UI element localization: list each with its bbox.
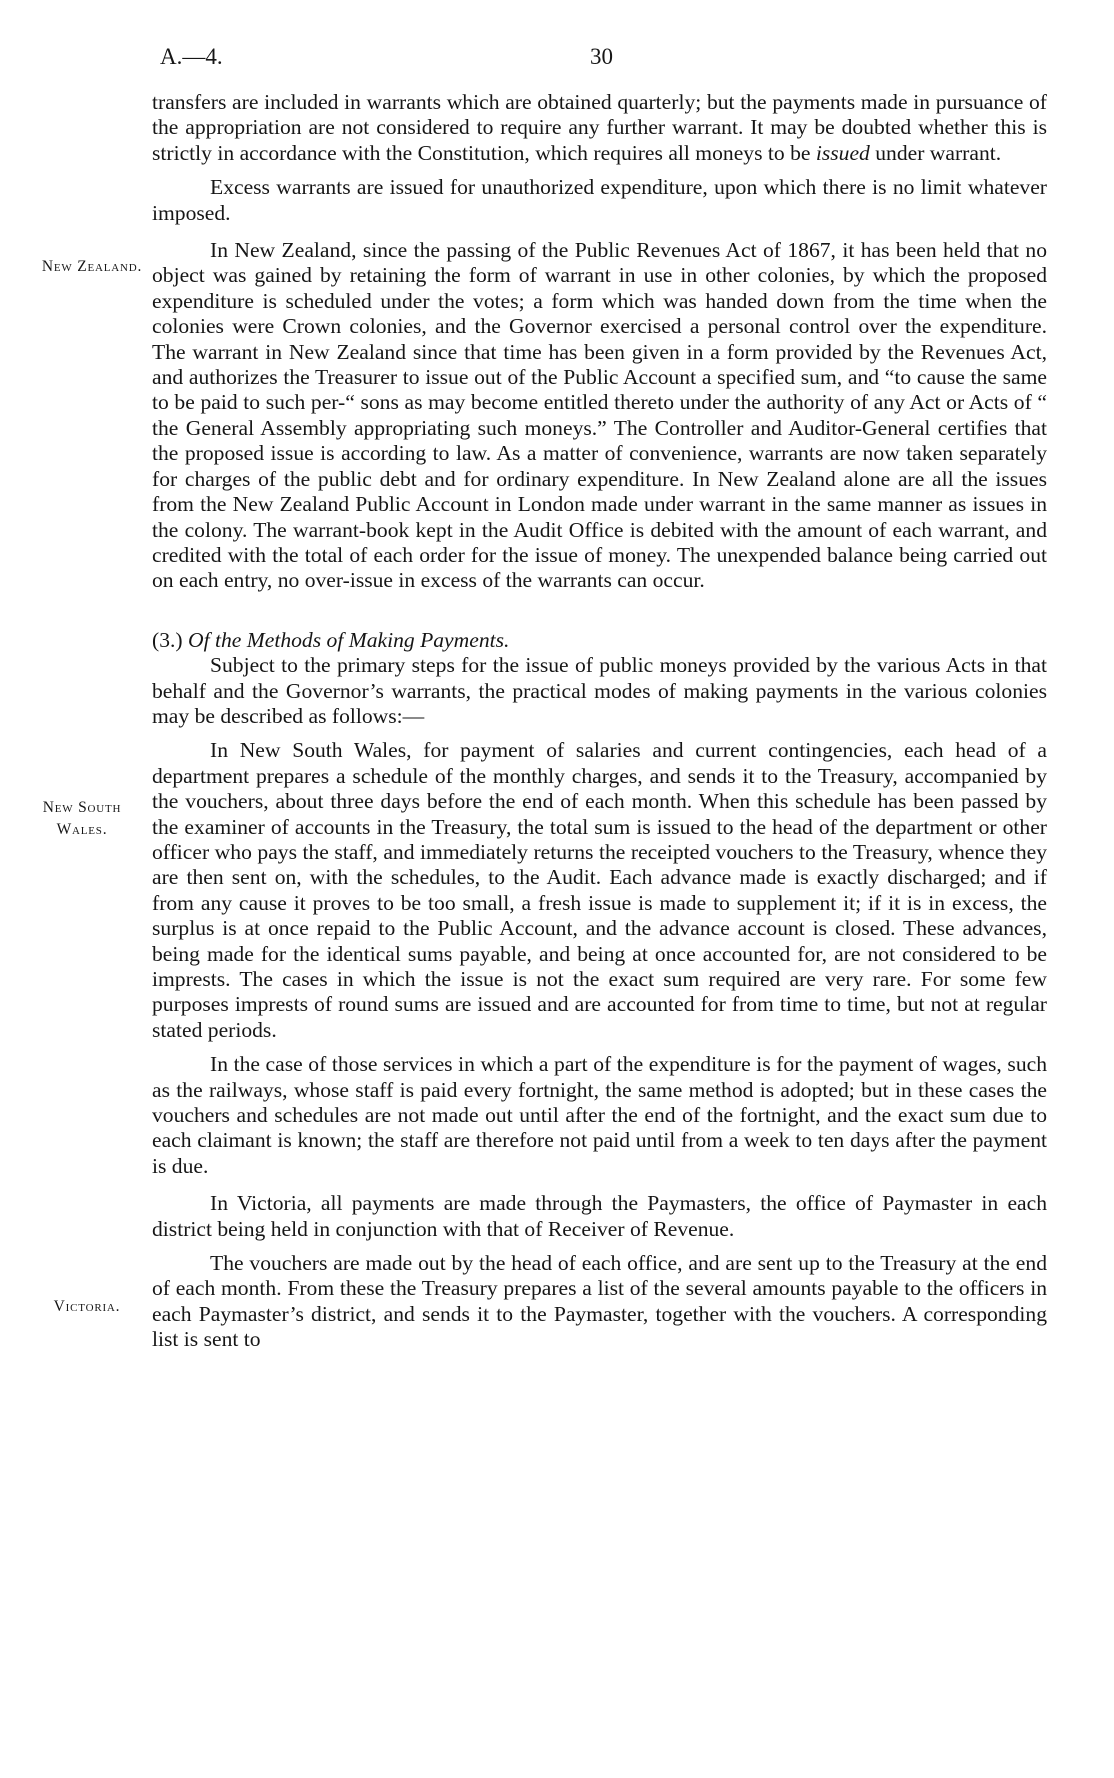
section-title: Of the Methods of Making Payments. (187, 627, 510, 652)
paragraph-wages: In the case of those services in which a part of the expenditure is for the payment of wages, such as the railways, whose staff is paid every fortnight, the same method is adopted; but in these cases the vouchers and schedules are not made out until after the end of the fortnight, and the exact sum due to each claimant is known; the staff are therefore not paid until from a week to ten days after the payment is due. (152, 1052, 1047, 1178)
paragraph-excess-warrants: Excess warrants are issued for unauthorized expenditure, upon which there is no limit whatever imposed. (152, 175, 1047, 225)
paragraph-victoria: In Victoria, all payments are made through the Paymasters, the office of Paymaster in each district being held in conjunction with that of Receiver of Revenue. (152, 1191, 1047, 1241)
paragraph-text-end: under warrant. (869, 140, 1002, 165)
section-heading (152, 628, 1047, 653)
margin-note-victoria: Victoria. (53, 1298, 121, 1315)
emphasis-issued: issued (815, 140, 870, 165)
document-body (152, 90, 1047, 1353)
margin-note-new-south-wales (22, 797, 142, 841)
paragraph-vouchers: The vouchers are made out by the head of each office, and are sent up to the Treasury at the end of each month. From these the Treasury prepares a list of the several amounts payable to the officers in each Paymaster’s district, and sends it to the Paymaster, together with the vouchers. A corresponding list is sent to (152, 1251, 1047, 1352)
paragraph-new-zealand: In New Zealand, since the passing of the Public Revenues Act of 1867, it has been held that no object was gained by retaining the form of warrant in use in other colonies, by which the proposed expenditure is scheduled under the votes; a form which was handed down from the time when the colonies were Crown colonies, and the Governor exercised a personal control over the expenditure. The warrant in New Zealand since that time has been given in a form provided by the Revenues Act, and authorizes the Treasurer to issue out of the Public Account a specified sum, and “to cause the same to be paid to such per-“ sons as may become entitled thereto under the authority of any Act or Acts of “ the General Assembly appropriating such moneys.” The Controller and Auditor-General certifies that the proposed issue is according to law. As a matter of convenience, warrants are now taken separately for charges of the public debt and for ordinary expenditure. In New Zealand alone are all the issues from the New Zealand Public Account in London made under warrant in the same manner as issues in the colony. The warrant-book kept in the Audit Office is debited with the amount of each warrant, and credited with the total of each order for the issue of money. The unexpended balance being carried out on each entry, no over-issue in excess of the warrants can occur. (152, 238, 1047, 593)
margin-note-new-zealand: New Zealand. (41, 258, 143, 275)
page-number: 30 (590, 44, 613, 69)
section-number: (3.) (152, 627, 188, 652)
paragraph-new-south-wales: In New South Wales, for payment of salaries and current contingencies, each head of a department prepares a schedule of the monthly charges, and sends it to the Treasury, accompanied by the vouchers, about three days before the end of each month. When this schedule has been passed by the examiner of accounts in the Treasury, the total sum is issued to the head of the department or other officer who pays the staff, and immediately returns the receipted vouchers to the Treasury, whence they are then sent on, with the schedules, to the Audit. Each advance made is exactly discharged; and if from any cause it proves to be too small, a fresh issue is made to supplement it; if it is in excess, the surplus is at once repaid to the Public Account, and the advance account is closed. These advances, being made for the identical sums payable, and being at once accounted for, are not considered to be imprests. The cases in which the issue is not the exact sum required are very rare. For some few purposes imprests of round sums are issued and are accounted for from time to time, but not at regular stated periods. (152, 738, 1047, 1042)
paragraph-continuation (152, 90, 1047, 166)
page-reference: A.—4. (160, 44, 223, 69)
paragraph-text: transfers are included in warrants which are obtained quarterly; but the payments made in pursuance of the appropriation are not considered to require any further warrant. It may be doubted whether this is strictly in accordance with the Constitution, which requires all moneys to be (152, 90, 1047, 165)
margin-note-nsw-line-2: Wales. (56, 821, 108, 838)
page-header (0, 44, 1114, 74)
margin-note-nsw-line-1: New South (42, 799, 122, 816)
paragraph-methods-intro: Subject to the primary steps for the issue of public moneys provided by the various Acts in that behalf and the Governor’s warrants, the practical modes of making payments in the various colonies may be described as follows:— (152, 653, 1047, 728)
